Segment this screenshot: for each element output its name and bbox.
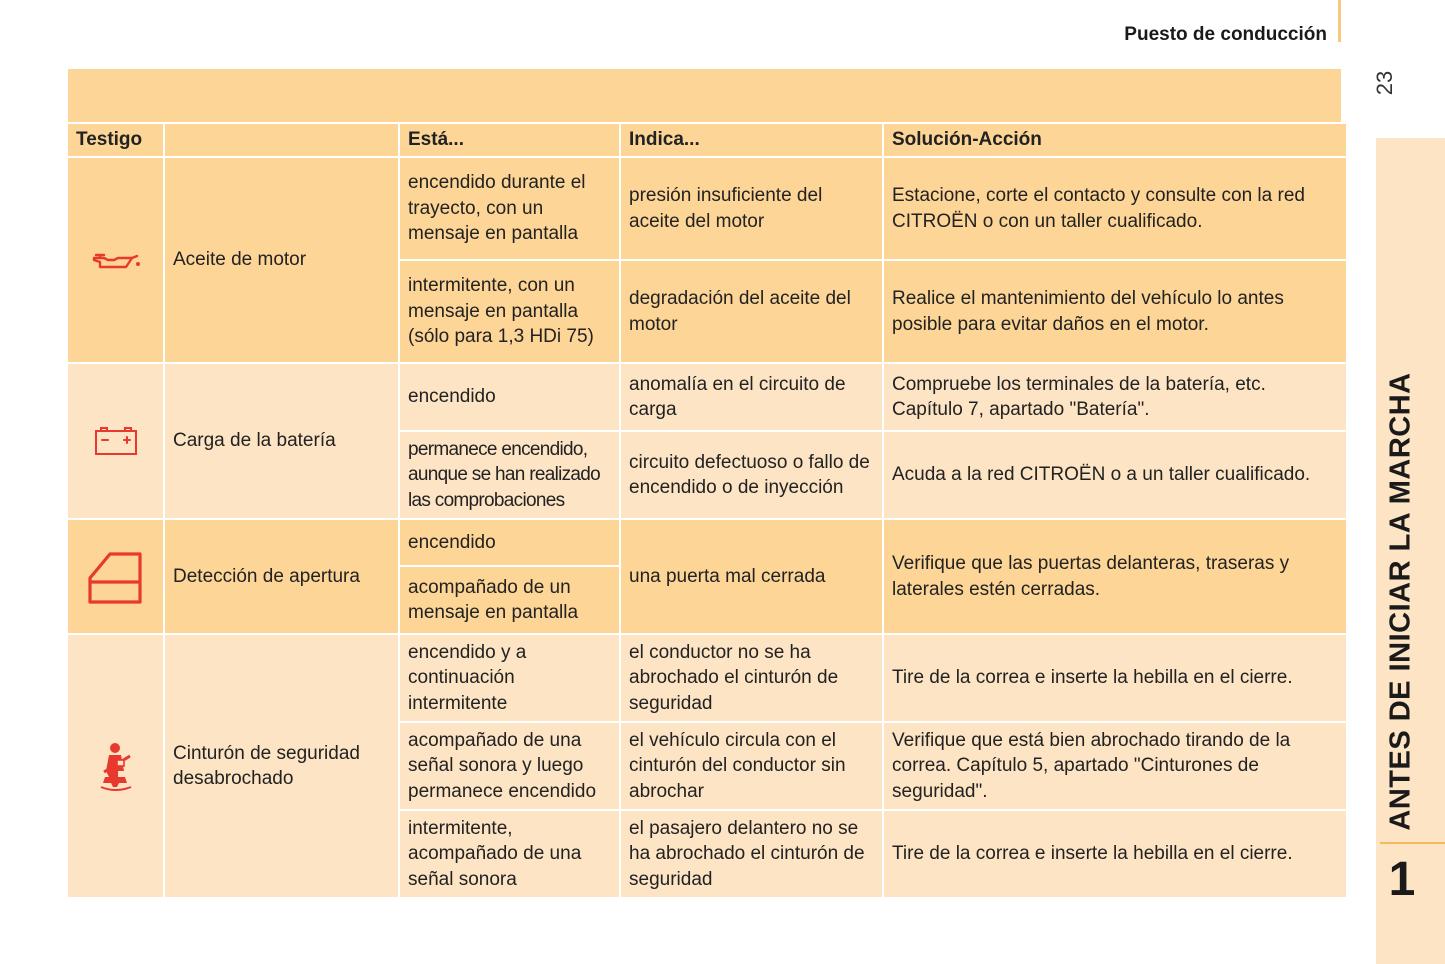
oil-can-icon — [68, 158, 163, 362]
action-cell: Tire de la correa e inserte la hebilla en el cierre. — [884, 635, 1346, 721]
indicates-cell: el vehículo circula con el cinturón del conductor sin abrochar — [621, 723, 882, 809]
page-number: 23 — [1372, 70, 1397, 96]
table-row — [68, 635, 1346, 721]
state-cell: intermitente, acompañado de una señal sonora — [400, 811, 619, 897]
state-cell: encendido — [400, 520, 619, 565]
action-cell: Estacione, corte el contacto y consulte con la red CITROËN o con un taller cualificado. — [884, 158, 1346, 259]
door-open-icon — [68, 520, 163, 633]
seatbelt-icon — [68, 635, 163, 897]
state-cell: permanece encendido, aunque se han realizado las comprobaciones — [400, 432, 619, 518]
action-cell: Realice el mantenimiento del vehículo lo antes posible para evitar daños en el motor. — [884, 261, 1346, 362]
warning-name: Cinturón de seguridad desabrochado — [165, 635, 398, 897]
warning-name: Aceite de motor — [165, 158, 398, 362]
col-header-action: Solución-Acción — [884, 124, 1346, 156]
table-row — [68, 520, 1346, 565]
action-cell: Compruebe los terminales de la batería, etc. Capítulo 7, apartado "Batería". — [884, 364, 1346, 430]
col-header-indicates: Indica... — [621, 124, 882, 156]
state-cell: acompañado de un mensaje en pantalla — [400, 567, 619, 633]
col-header-state: Está... — [400, 124, 619, 156]
action-cell: Acuda a la red CITROËN o a un taller cualificado. — [884, 432, 1346, 518]
indicates-cell: presión insuficiente del aceite del motor — [621, 158, 882, 259]
chapter-title: ANTES DE INICIAR LA MARCHA — [1384, 371, 1417, 831]
state-cell: encendido durante el trayecto, con un mensaje en pantalla — [400, 158, 619, 259]
indicates-cell: circuito defectuoso o fallo de encendido o de inyección — [621, 432, 882, 518]
table-header-row — [68, 124, 1346, 156]
page-section-title: Puesto de conducción — [1124, 24, 1327, 45]
state-cell: encendido — [400, 364, 619, 430]
indicates-cell: el conductor no se ha abrochado el cinturón de seguridad — [621, 635, 882, 721]
indicates-cell: degradación del aceite del motor — [621, 261, 882, 362]
state-cell: intermitente, con un mensaje en pantalla (sólo para 1,3 HDi 75) — [400, 261, 619, 362]
col-header-name — [165, 124, 398, 156]
battery-icon — [68, 364, 163, 518]
chapter-number: 1 — [1388, 853, 1416, 906]
action-cell: Verifique que las puertas delanteras, traseras y laterales estén cerradas. — [884, 520, 1346, 633]
indicates-cell: el pasajero delantero no se ha abrochado el cinturón de seguridad — [621, 811, 882, 897]
warning-lights-table — [66, 122, 1348, 899]
chapter-divider — [1380, 842, 1445, 844]
action-cell: Tire de la correa e inserte la hebilla en el cierre. — [884, 811, 1346, 897]
state-cell: encendido y a continuación intermitente — [400, 635, 619, 721]
table-top-band — [68, 69, 1341, 122]
action-cell: Verifique que está bien abrochado tirando de la correa. Capítulo 5, apartado "Cinturones de seguridad". — [884, 723, 1346, 809]
table-row — [68, 364, 1346, 430]
state-cell: acompañado de una señal sonora y luego permanece encendido — [400, 723, 619, 809]
header-divider — [1338, 0, 1341, 42]
indicates-cell: anomalía en el circuito de carga — [621, 364, 882, 430]
indicates-cell: una puerta mal cerrada — [621, 520, 882, 633]
warning-name: Carga de la batería — [165, 364, 398, 518]
table-row — [68, 158, 1346, 259]
col-header-testigo: Testigo — [68, 124, 163, 156]
warning-name: Detección de apertura — [165, 520, 398, 633]
